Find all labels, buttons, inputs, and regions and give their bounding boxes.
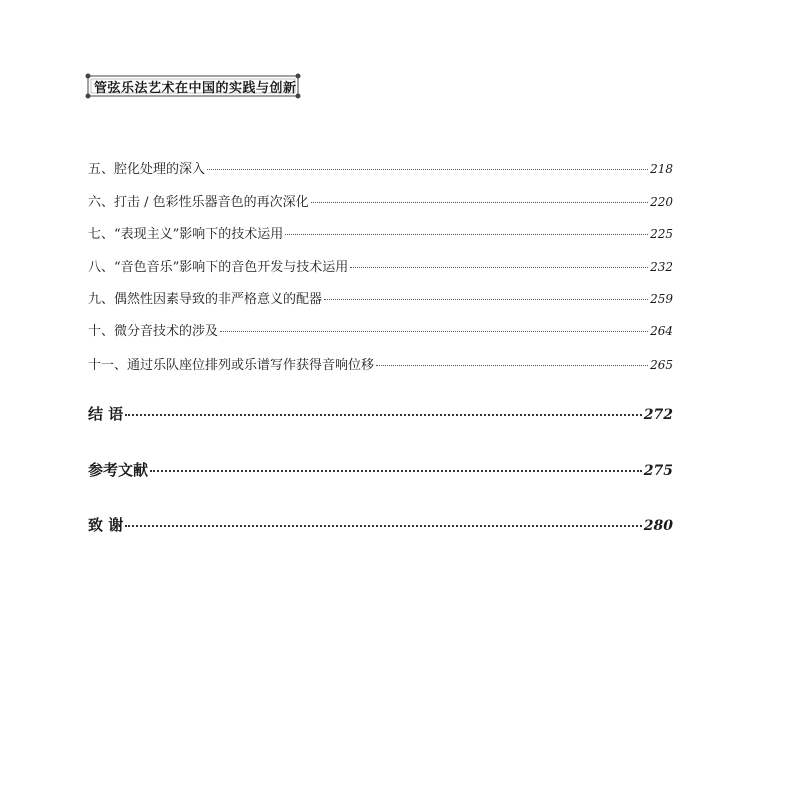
leader-dots <box>376 365 648 366</box>
toc-entry-label: 六、打击 / 色彩性乐器音色的再次深化 <box>88 195 309 210</box>
toc-entry[interactable] <box>88 223 673 242</box>
toc-chapter-entry[interactable] <box>88 459 673 480</box>
toc-entry-label: 参考文献 <box>88 461 149 479</box>
toc-chapter-entry[interactable] <box>88 403 673 424</box>
leader-dots <box>311 202 648 203</box>
leader-dots <box>150 470 642 472</box>
toc-entry-page: 272 <box>643 407 673 423</box>
running-header <box>84 73 302 99</box>
toc-entry-label: 结 语 <box>88 405 124 423</box>
book-title: 管弦乐法艺术在中国的实践与创新 <box>94 81 297 96</box>
toc-entry-label: 七、“表现主义”影响下的技术运用 <box>88 227 284 242</box>
toc-entry-label: 十一、通过乐队座位排列或乐谱写作获得音响位移 <box>88 358 375 373</box>
toc-entry-page: 225 <box>650 227 673 241</box>
toc-entry-label: 致 谢 <box>88 516 124 534</box>
toc-entry[interactable] <box>88 354 673 373</box>
toc-entry-page: 264 <box>650 324 673 338</box>
toc-entry-page: 265 <box>650 358 673 372</box>
leader-dots <box>125 525 642 527</box>
leader-dots <box>220 331 648 332</box>
toc-entry-page: 218 <box>650 162 673 176</box>
toc-entry-page: 280 <box>643 518 673 534</box>
toc-entry[interactable] <box>88 288 673 307</box>
toc-entry-label: 八、“音色音乐”影响下的音色开发与技术运用 <box>88 260 349 275</box>
toc-entry[interactable] <box>88 158 673 177</box>
toc-entry-page: 259 <box>650 292 673 306</box>
leader-dots <box>125 414 642 416</box>
toc-entry-page: 275 <box>643 463 673 479</box>
toc-entry-label: 十、微分音技术的涉及 <box>88 324 219 339</box>
leader-dots <box>350 267 648 268</box>
toc-entry-label: 九、偶然性因素导致的非严格意义的配器 <box>88 292 323 307</box>
toc-entry[interactable] <box>88 256 673 275</box>
toc-entry[interactable] <box>88 320 673 339</box>
toc-entry-page: 220 <box>650 195 673 209</box>
toc-entry[interactable] <box>88 191 673 210</box>
toc-entry-page: 232 <box>650 260 673 274</box>
toc-entry-label: 五、腔化处理的深入 <box>88 162 206 177</box>
leader-dots <box>285 234 648 235</box>
leader-dots <box>324 299 648 300</box>
leader-dots <box>207 169 648 170</box>
toc-chapter-entry[interactable] <box>88 514 673 535</box>
